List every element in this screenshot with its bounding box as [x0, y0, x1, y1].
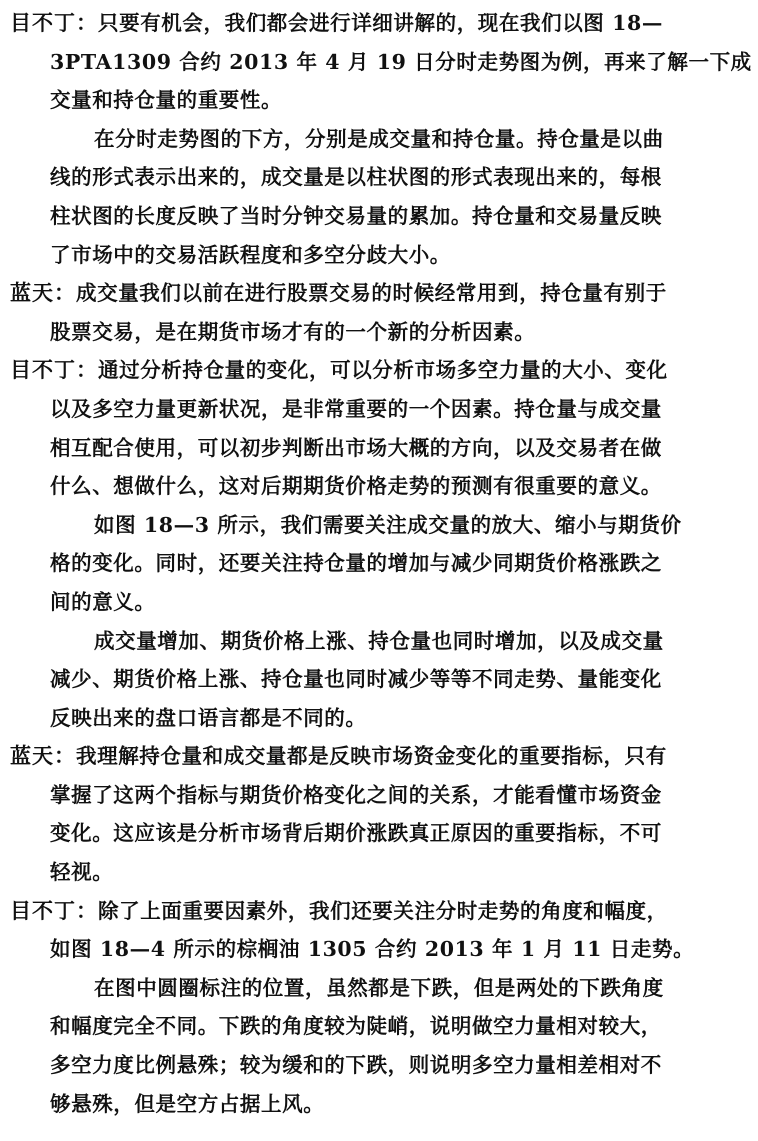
dialogue-paragraph [10, 274, 748, 351]
text-line: 如图 18—4 所示的棕榈油 1305 合约 2013 年 1 月 11 日走势。 [50, 937, 695, 962]
text-span: 通过分析持仓量的变化，可以分析市场多空力量的大小、变化 [98, 358, 668, 383]
text-line: 变化。这应该是分析市场背后期价涨跌真正原因的重要指标，不可 [50, 821, 662, 846]
text-line: 线的形式表示出来的，成交量是以柱状图的形式表现出来的，每根 [50, 165, 662, 190]
dialogue-paragraph [10, 351, 748, 737]
text-line: 柱状图的长度反映了当时分钟交易量的累加。持仓量和交易量反映 [50, 203, 662, 228]
text-span: 成交量我们以前在进行股票交易的时候经常用到，持仓量有别于 [76, 281, 667, 306]
speaker-name: 蓝天： [10, 281, 76, 306]
text-line: 多空力度比例悬殊；较为缓和的下跌，则说明多空力量相差相对不 [50, 1053, 662, 1078]
text-span: 除了上面重要因素外，我们还要关注分时走势的角度和幅度， [98, 898, 668, 923]
text-line [10, 351, 748, 390]
dialogue-paragraph [10, 892, 748, 1124]
text-line: 股票交易，是在期货市场才有的一个新的分析因素。 [50, 319, 536, 344]
text-line: 相互配合使用，可以初步判断出市场大概的方向，以及交易者在做 [50, 435, 662, 460]
text-line [10, 737, 748, 776]
text-line: 成交量增加、期货价格上涨、持仓量也同时增加，以及成交量 [94, 628, 664, 653]
text-line: 了市场中的交易活跃程度和多空分歧大小。 [50, 242, 451, 267]
text-span: 我理解持仓量和成交量都是反映市场资金变化的重要指标，只有 [76, 744, 667, 769]
text-line: 格的变化。同时，还要关注持仓量的增加与减少同期货价格涨跌之 [50, 551, 662, 576]
text-line: 轻视。 [50, 860, 114, 885]
text-line [10, 274, 748, 313]
text-line: 够悬殊，但是空方占据上风。 [50, 1091, 325, 1116]
text-line: 什么、想做什么，这对后期期货价格走势的预测有很重要的意义。 [50, 474, 662, 499]
text-line: 在图中圆圈标注的位置，虽然都是下跌，但是两处的下跌角度 [94, 975, 664, 1000]
dialogue-paragraph [10, 737, 748, 891]
text-line: 和幅度完全不同。下跌的角度较为陡峭，说明做空力量相对较大， [50, 1014, 662, 1039]
text-span: 只要有机会，我们都会进行详细讲解的，现在我们以图 18— [98, 11, 663, 35]
text-line [10, 4, 748, 43]
text-line: 3PTA1309 合约 2013 年 4 月 19 日分时走势图为例，再来了解一下成 [50, 49, 752, 74]
speaker-name: 目不丁： [10, 11, 98, 35]
text-line: 减少、期货价格上涨、持仓量也同时减少等等不同走势、量能变化 [50, 667, 662, 692]
text-line: 以及多空力量更新状况，是非常重要的一个因素。持仓量与成交量 [50, 396, 662, 421]
text-line: 间的意义。 [50, 589, 156, 614]
text-line: 掌握了这两个指标与期货价格变化之间的关系，才能看懂市场资金 [50, 782, 662, 807]
speaker-name: 目不丁： [10, 898, 98, 923]
text-line: 反映出来的盘口语言都是不同的。 [50, 705, 367, 730]
speaker-name: 蓝天： [10, 744, 76, 769]
dialogue-paragraph [10, 4, 752, 274]
text-line: 在分时走势图的下方，分别是成交量和持仓量。持仓量是以曲 [94, 126, 664, 151]
text-line [10, 892, 748, 931]
text-line: 交量和持仓量的重要性。 [50, 88, 283, 113]
text-line: 如图 18—3 所示，我们需要关注成交量的放大、缩小与期货价 [94, 512, 682, 537]
speaker-name: 目不丁： [10, 358, 98, 383]
